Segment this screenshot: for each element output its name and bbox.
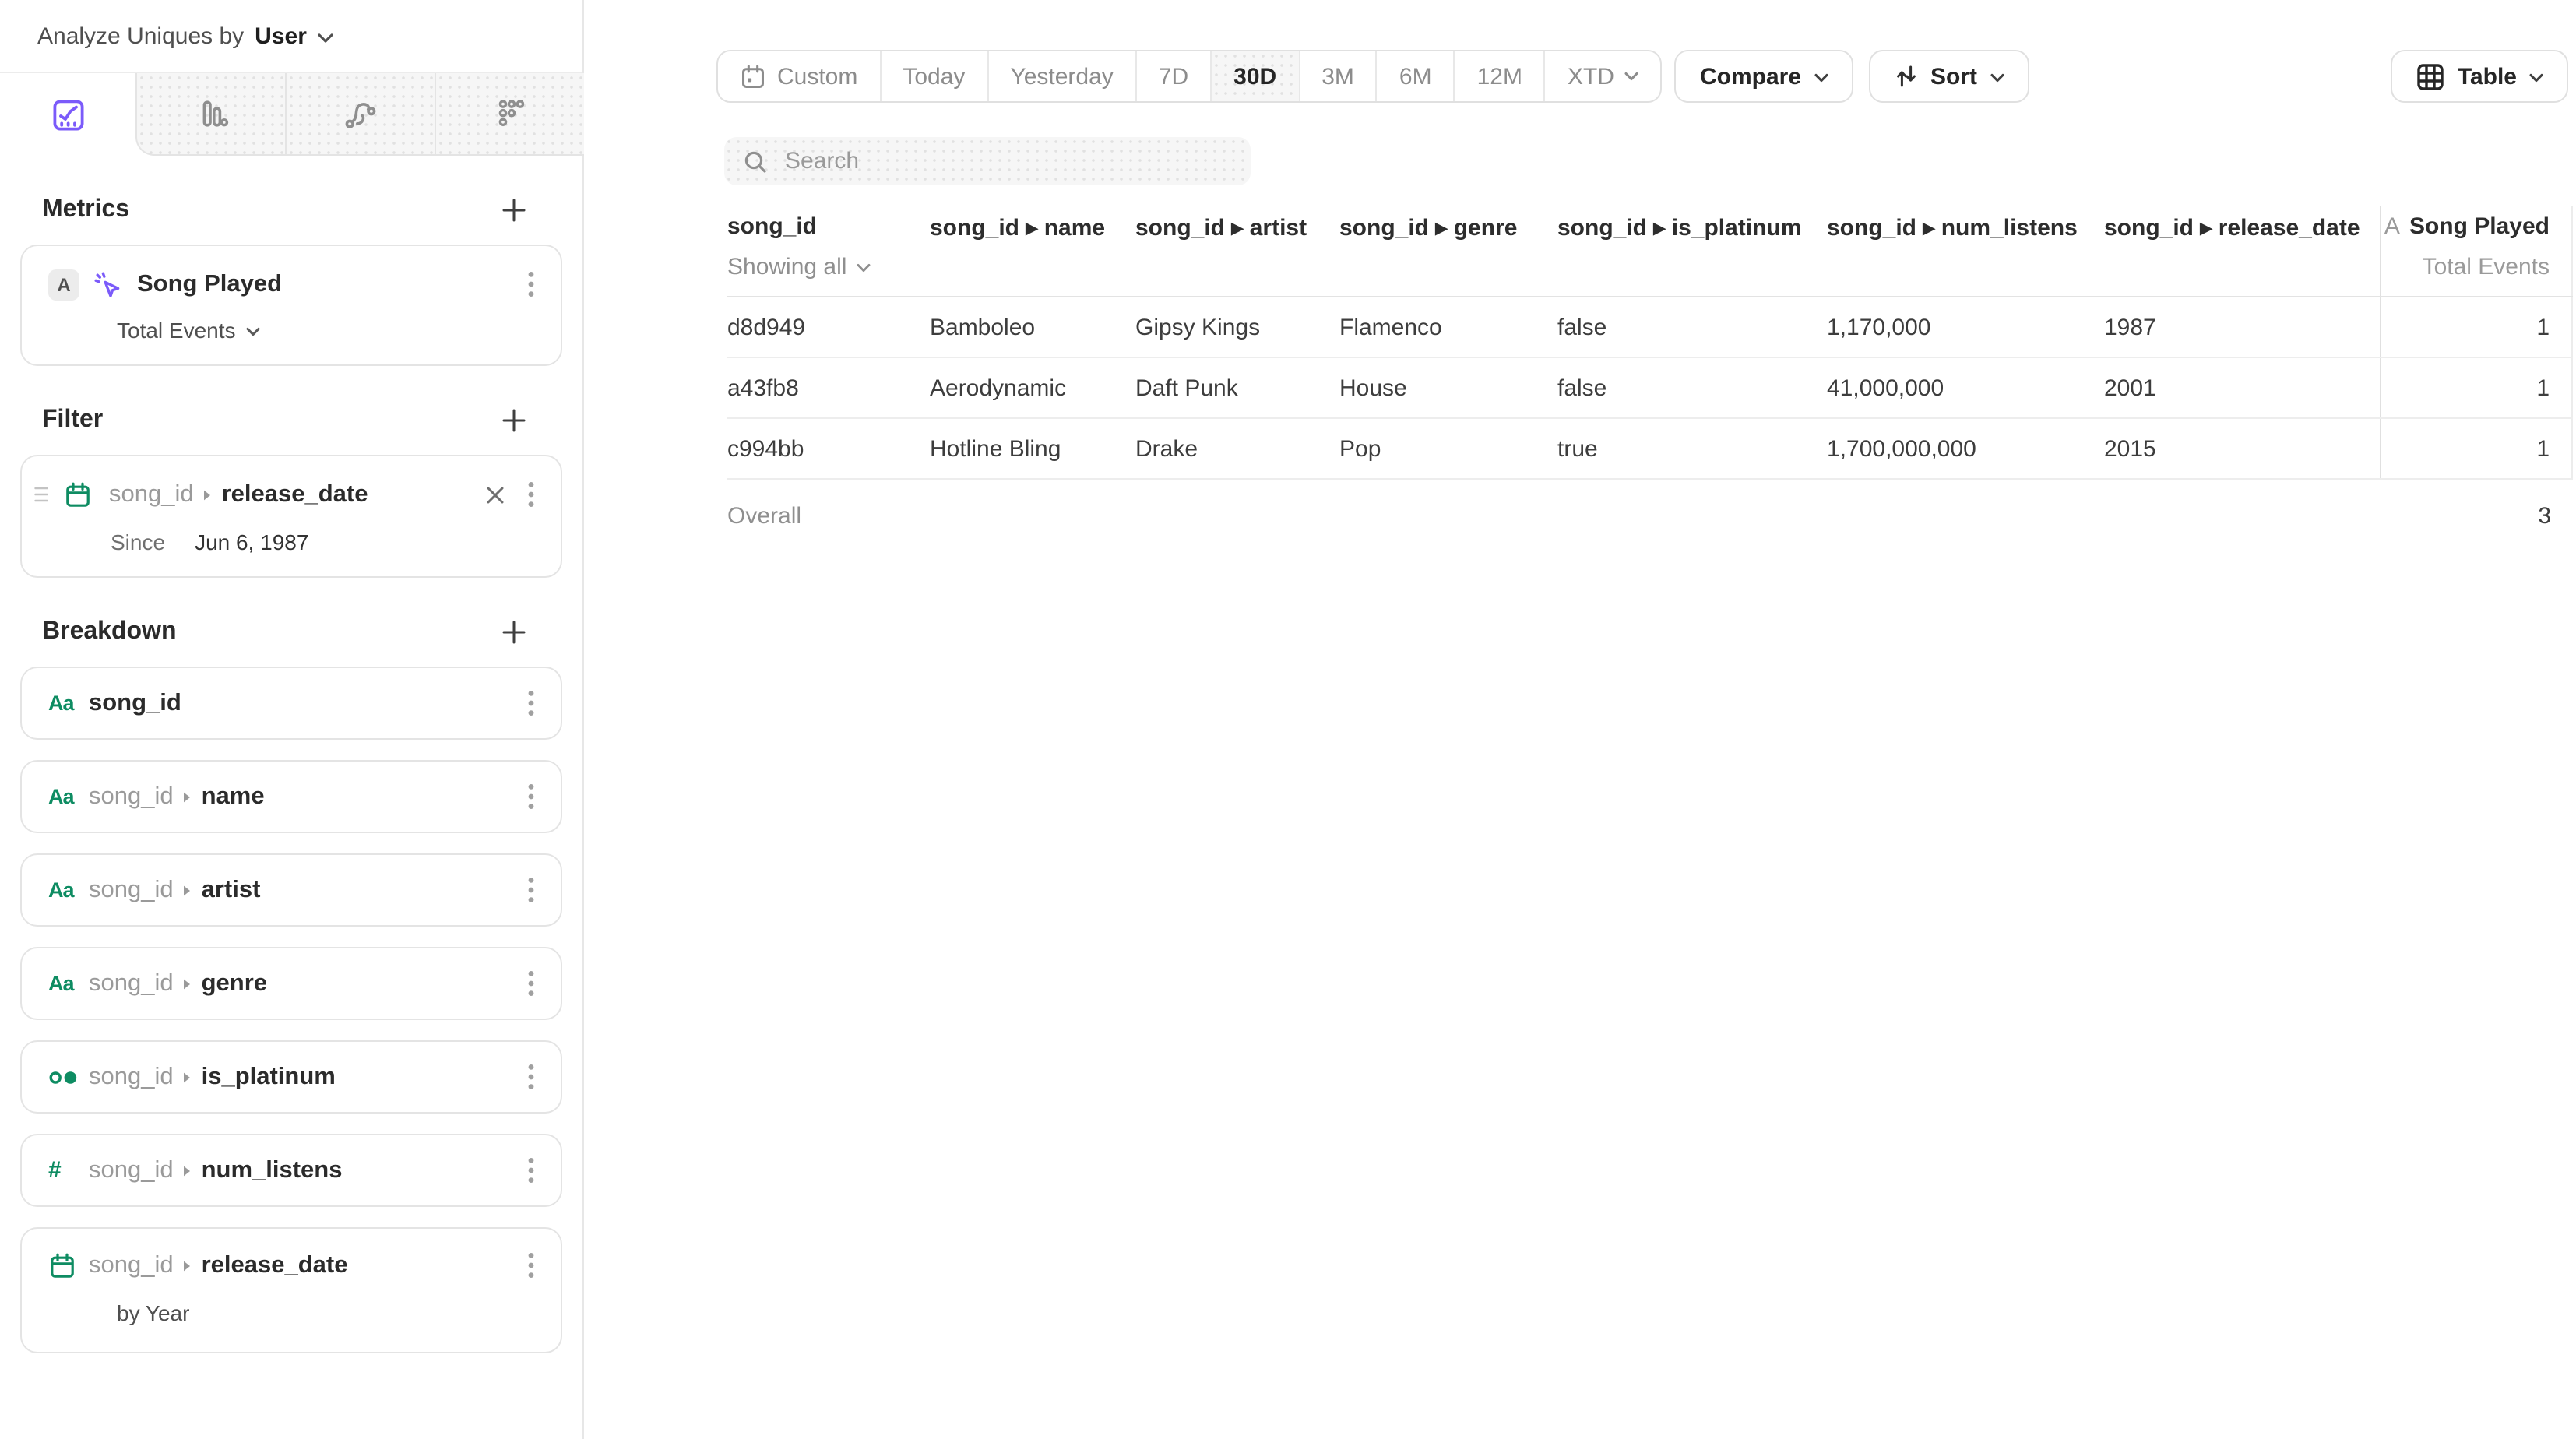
chevron-down-icon	[1990, 72, 2004, 82]
cell-name: Aerodynamic	[930, 375, 1067, 401]
date-range-label: Custom	[777, 63, 858, 90]
number-type-icon: #	[48, 1157, 62, 1184]
breadcrumb-arrow-icon	[183, 1164, 192, 1177]
breadcrumb-arrow-icon	[183, 884, 192, 896]
breakdown-property: num_listens	[201, 1156, 343, 1183]
column-header-name[interactable]: song_id ▸ name	[930, 215, 1106, 241]
date-range-today[interactable]	[881, 51, 988, 101]
cell-song-id: a43fb8	[727, 375, 799, 401]
breakdown-menu-button[interactable]	[523, 1249, 539, 1282]
breakdown-prefix: song_id	[89, 783, 174, 809]
tab-insights[interactable]	[0, 73, 135, 156]
cell-artist: Gipsy Kings	[1135, 314, 1261, 340]
date-range-6m[interactable]	[1378, 51, 1455, 101]
breakdown-prefix: song_id	[89, 1063, 174, 1089]
cell-genre: Flamenco	[1339, 314, 1442, 340]
breadcrumb-arrow-icon	[183, 1071, 192, 1083]
filter-menu-button[interactable]	[523, 478, 539, 511]
column-header-release-date[interactable]: song_id ▸ release_date	[2104, 215, 2360, 241]
boolean-type-icon	[48, 1068, 79, 1086]
showing-all-selector[interactable]: Showing all	[727, 254, 930, 280]
date-range-label: XTD	[1567, 63, 1614, 90]
breakdown-section-header	[42, 618, 526, 646]
chevron-down-icon	[318, 32, 333, 43]
date-range-yesterday[interactable]	[988, 51, 1136, 101]
breakdown-menu-button[interactable]	[523, 1154, 539, 1187]
date-range-xtd[interactable]	[1546, 51, 1661, 101]
text-type-icon: Aa	[48, 972, 74, 995]
overall-label: Overall	[727, 502, 802, 529]
metric-menu-button[interactable]	[523, 268, 539, 301]
breakdown-title: Breakdown	[42, 618, 177, 645]
date-range-7d[interactable]	[1137, 51, 1212, 101]
cell-num-listens: 1,170,000	[1827, 314, 1931, 340]
query-sections	[0, 196, 582, 1353]
search-bar[interactable]	[724, 137, 1251, 185]
breakdown-menu-button[interactable]	[523, 687, 539, 720]
overall-value: 3	[2538, 502, 2551, 529]
breadcrumb-arrow-icon	[183, 1259, 192, 1272]
tab-retention[interactable]	[435, 73, 584, 156]
column-header-is-platinum[interactable]: song_id ▸ is_platinum	[1557, 215, 1802, 241]
breakdown-card-artist[interactable]	[20, 853, 562, 927]
analysis-header	[0, 0, 582, 73]
date-range-label: 12M	[1476, 63, 1522, 90]
table-row[interactable]	[727, 358, 2573, 419]
breakdown-card-genre[interactable]	[20, 947, 562, 1020]
filter-section-header	[42, 406, 526, 435]
entity-selector[interactable]: User	[255, 23, 307, 49]
date-range-label: Yesterday	[1010, 63, 1114, 90]
date-range-label: 30D	[1233, 63, 1277, 90]
cell-is-platinum: true	[1557, 435, 1598, 462]
table-header	[727, 206, 2573, 297]
chevron-down-icon	[1625, 72, 1639, 81]
breadcrumb-arrow-icon	[183, 790, 192, 803]
metric-card[interactable]	[20, 245, 562, 366]
add-breakdown-button[interactable]	[501, 620, 526, 645]
calendar-icon	[48, 1251, 76, 1279]
date-range-label: Today	[903, 63, 966, 90]
aggregation-selector[interactable]: Total Events	[117, 318, 236, 343]
add-filter-button[interactable]	[501, 408, 526, 433]
cell-is-platinum: false	[1557, 375, 1607, 401]
line-chart-icon	[51, 97, 85, 132]
cell-metric-value: 1	[2380, 419, 2573, 478]
breadcrumb-arrow-icon	[183, 977, 192, 990]
add-metric-button[interactable]	[501, 198, 526, 223]
breakdown-menu-button[interactable]	[523, 874, 539, 906]
chevron-down-icon	[1814, 72, 1828, 82]
breakdown-menu-button[interactable]	[523, 1061, 539, 1093]
date-range-control	[716, 50, 1663, 103]
cell-is-platinum: false	[1557, 314, 1607, 340]
query-builder-sidebar	[0, 0, 584, 1439]
column-header-artist[interactable]: song_id ▸ artist	[1135, 215, 1307, 241]
calendar-icon	[740, 63, 766, 90]
text-type-icon: Aa	[48, 878, 74, 902]
breakdown-property: genre	[201, 969, 268, 996]
breakdown-card-name[interactable]	[20, 760, 562, 833]
chevron-down-icon	[856, 262, 870, 272]
metric-badge: A	[48, 269, 79, 300]
date-range-30d[interactable]	[1212, 51, 1300, 101]
search-input[interactable]	[782, 146, 1232, 176]
breakdown-bucket-selector[interactable]: by Year	[117, 1300, 190, 1325]
breakdown-card-is-platinum[interactable]	[20, 1040, 562, 1114]
filter-property: release_date	[221, 480, 368, 507]
cell-name: Bamboleo	[930, 314, 1036, 340]
drag-handle-icon[interactable]	[34, 486, 48, 503]
filter-value[interactable]: Jun 6, 1987	[195, 530, 309, 554]
filter-prefix: song_id	[109, 480, 194, 507]
column-header-num-listens[interactable]: song_id ▸ num_listens	[1827, 215, 2078, 241]
cell-name: Hotline Bling	[930, 435, 1061, 462]
breakdown-prefix: song_id	[89, 876, 174, 902]
tab-flows[interactable]	[285, 73, 435, 156]
view-label: Table	[2457, 63, 2517, 90]
sort-label: Sort	[1930, 63, 1978, 90]
breakdown-menu-button[interactable]	[523, 780, 539, 813]
metrics-title: Metrics	[42, 196, 130, 223]
breakdown-card-num-listens[interactable]	[20, 1134, 562, 1207]
calendar-icon	[64, 480, 92, 508]
report-toolbar	[716, 50, 2568, 103]
remove-filter-button[interactable]	[486, 485, 505, 504]
breakdown-prefix: song_id	[89, 1251, 174, 1278]
results-table	[727, 206, 2573, 551]
cell-metric-value: 1	[2380, 358, 2573, 417]
cell-num-listens: 41,000,000	[1827, 375, 1944, 401]
cell-song-id: c994bb	[727, 435, 804, 462]
report-main	[586, 0, 2576, 1439]
breakdown-property: song_id	[89, 689, 181, 716]
analysis-type-label: Analyze Uniques by	[37, 23, 245, 49]
tab-funnels[interactable]	[135, 73, 285, 156]
sort-arrows-icon	[1893, 64, 1918, 89]
date-range-label: 6M	[1399, 63, 1432, 90]
cell-genre: House	[1339, 375, 1407, 401]
cell-release-date: 2001	[2104, 375, 2156, 401]
event-click-icon	[92, 269, 123, 300]
breakdown-menu-button[interactable]	[523, 967, 539, 1000]
cell-metric-value: 1	[2380, 297, 2573, 357]
date-range-12m[interactable]	[1455, 51, 1546, 101]
metrics-section-header	[42, 196, 526, 224]
breakdown-card-song-id[interactable]	[20, 667, 562, 740]
flows-icon	[343, 96, 378, 132]
chevron-down-icon	[2529, 72, 2543, 82]
cell-artist: Daft Punk	[1135, 375, 1238, 401]
text-type-icon: Aa	[48, 785, 74, 808]
report-type-tabs	[0, 73, 582, 156]
breadcrumb-arrow-icon	[203, 488, 213, 501]
date-range-label: 7D	[1158, 63, 1189, 90]
retention-dots-icon	[493, 97, 527, 131]
date-range-custom[interactable]	[718, 51, 881, 101]
breakdown-card-release-date[interactable]	[20, 1227, 562, 1353]
column-header-genre[interactable]: song_id ▸ genre	[1339, 215, 1518, 241]
column-header-metric[interactable]: A Song Played Total Events	[2380, 206, 2573, 296]
compare-label: Compare	[1699, 63, 1802, 90]
cell-release-date: 2015	[2104, 435, 2156, 462]
table-overall-row	[727, 480, 2573, 551]
date-range-3m[interactable]	[1300, 51, 1378, 101]
filter-card[interactable]	[20, 455, 562, 578]
text-type-icon: Aa	[48, 691, 74, 715]
breakdown-prefix: song_id	[89, 969, 174, 996]
breakdown-prefix: song_id	[89, 1156, 174, 1183]
view-selector-button[interactable]	[2391, 50, 2568, 103]
cell-artist: Drake	[1135, 435, 1198, 462]
table-row[interactable]	[727, 419, 2573, 480]
compare-button[interactable]	[1675, 50, 1853, 103]
breakdown-property: artist	[201, 876, 261, 902]
table-grid-icon	[2416, 62, 2445, 91]
breakdown-property: release_date	[201, 1251, 348, 1278]
sort-button[interactable]	[1868, 50, 2029, 103]
filter-operator[interactable]: Since	[111, 530, 166, 554]
cell-song-id: d8d949	[727, 314, 806, 340]
filter-title: Filter	[42, 406, 104, 433]
metric-event-name: Song Played	[137, 270, 283, 297]
bar-chart-icon	[194, 97, 228, 131]
cell-genre: Pop	[1339, 435, 1381, 462]
search-icon	[743, 149, 768, 174]
table-row[interactable]	[727, 297, 2573, 358]
breakdown-property: is_platinum	[201, 1063, 336, 1089]
breakdown-property: name	[201, 783, 265, 809]
cell-release-date: 1987	[2104, 314, 2156, 340]
column-header-song-id[interactable]: song_id Showing all	[727, 206, 930, 296]
chevron-down-icon	[247, 327, 261, 336]
cell-num-listens: 1,700,000,000	[1827, 435, 1976, 462]
date-range-label: 3M	[1321, 63, 1354, 90]
